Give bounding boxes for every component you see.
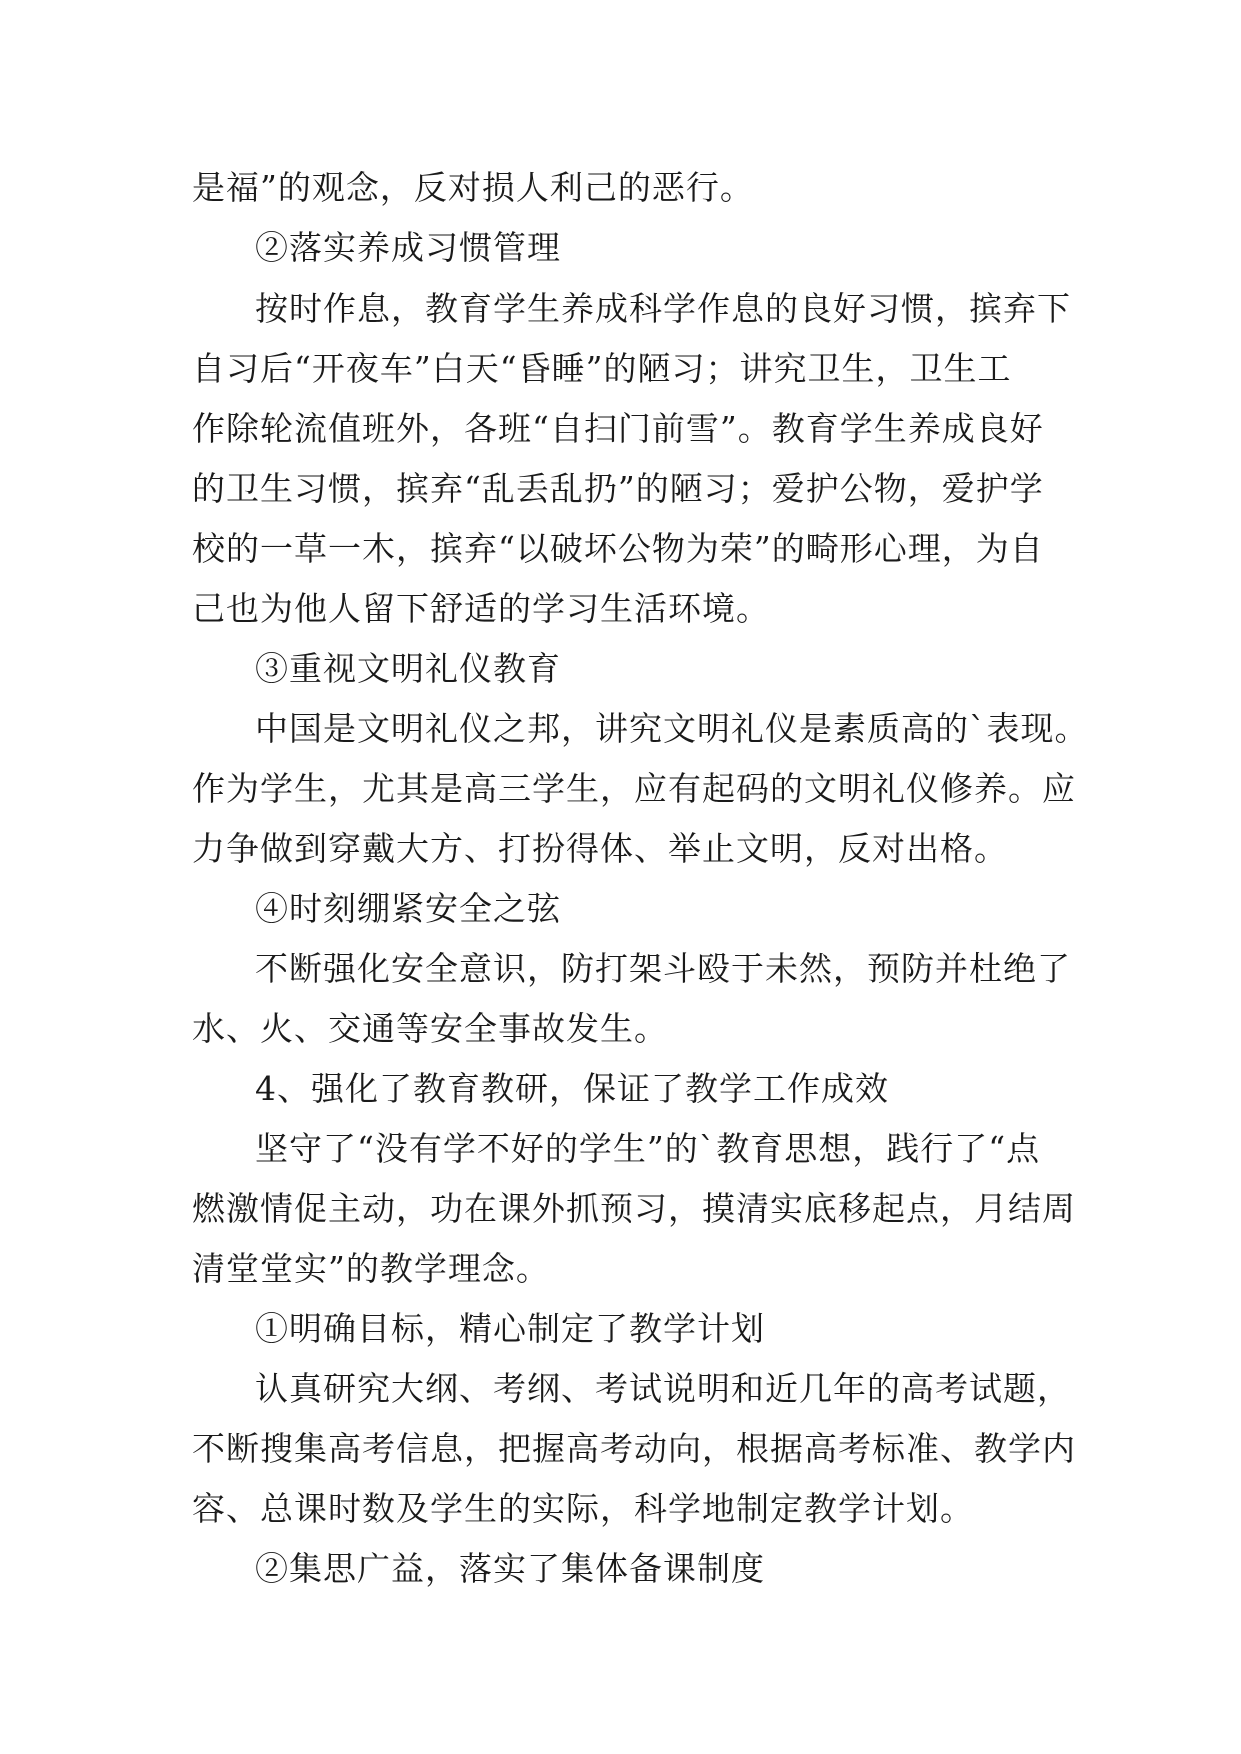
text-line: 不断强化安全意识，防打架斗殴于未然，预防并杜绝了: [255, 949, 1071, 988]
section-heading: 4、强化了教育教研，保证了教学工作成效: [255, 1069, 889, 1108]
section-heading: ③重视文明礼仪教育: [255, 649, 561, 688]
text-line: 作为学生，尤其是高三学生，应有起码的文明礼仪修养。应: [192, 769, 1076, 808]
text-line: 水、火、交通等安全事故发生。: [192, 1009, 668, 1048]
text-line: 不断搜集高考信息，把握高考动向，根据高考标准、教学内: [192, 1429, 1076, 1468]
text-line: 作除轮流值班外，各班“自扫门前雪”。教育学生养成良好: [192, 409, 1044, 448]
section-heading: ④时刻绷紧安全之弦: [255, 889, 561, 928]
text-line: 自习后“开夜车”白天“昏睡”的陋习；讲究卫生，卫生工: [192, 349, 1012, 388]
section-heading: ②落实养成习惯管理: [255, 228, 561, 267]
text-line: 认真研究大纲、考纲、考试说明和近几年的高考试题，: [255, 1369, 1071, 1408]
text-line: 力争做到穿戴大方、打扮得体、举止文明，反对出格。: [192, 829, 1008, 868]
text-line: 的卫生习惯，摈弃“乱丢乱扔”的陋习；爱护公物，爱护学: [192, 469, 1044, 508]
text-line: 是福”的观念，反对损人利己的恶行。: [192, 168, 754, 207]
text-line: 校的一草一木，摈弃“以破坏公物为荣”的畸形心理，为自: [192, 529, 1044, 568]
section-heading: ①明确目标，精心制定了教学计划: [255, 1309, 765, 1348]
text-line: 己也为他人留下舒适的学习生活环境。: [192, 589, 770, 628]
text-line: 坚守了“没有学不好的学生”的`教育思想，践行了“点: [255, 1129, 1041, 1168]
text-line: 燃激情促主动，功在课外抓预习，摸清实底移起点，月结周: [192, 1189, 1076, 1228]
section-heading: ②集思广益，落实了集体备课制度: [255, 1549, 765, 1588]
text-line: 清堂堂实”的教学理念。: [192, 1249, 550, 1288]
text-line: 容、总课时数及学生的实际，科学地制定教学计划。: [192, 1489, 974, 1528]
text-line: 按时作息，教育学生养成科学作息的良好习惯，摈弃下: [255, 289, 1071, 328]
text-line: 中国是文明礼仪之邦，讲究文明礼仪是素质高的`表现。: [255, 709, 1089, 748]
